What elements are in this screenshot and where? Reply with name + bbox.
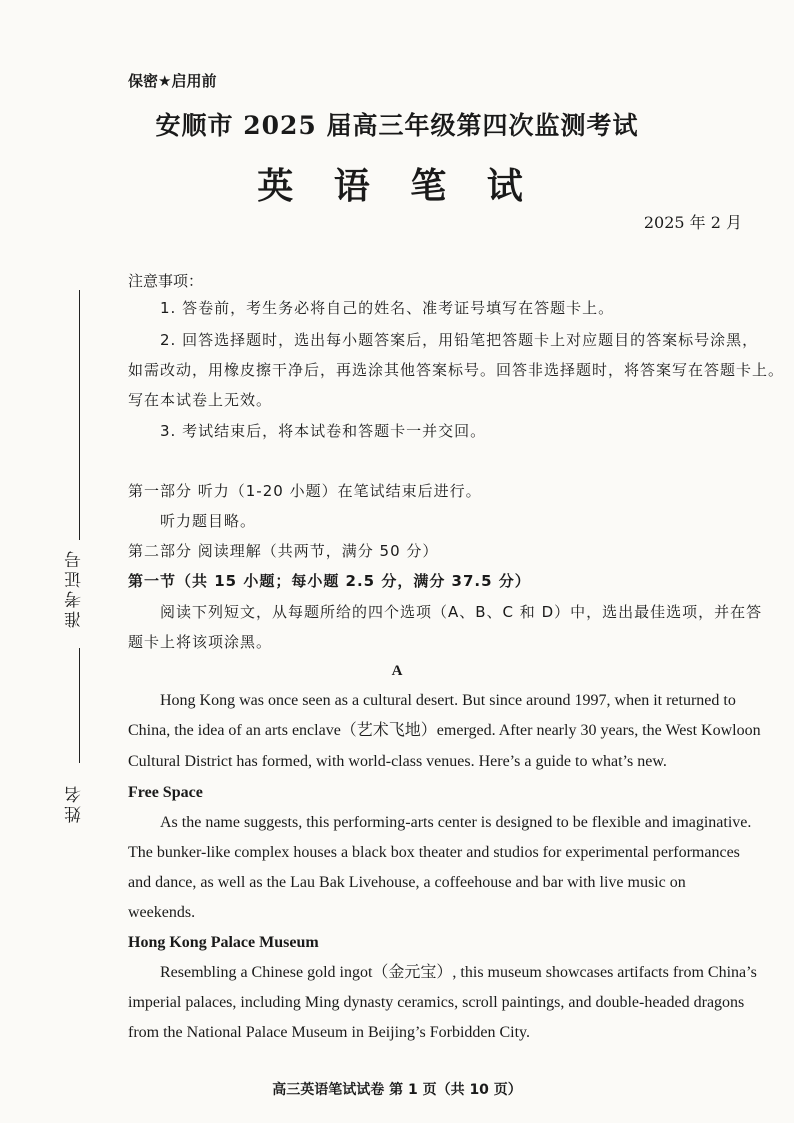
palace-museum-line-2: imperial palaces, including Ming dynasty ceramics, scroll paintings, and double-headed dragons <box>128 994 745 1011</box>
section-one-heading: 第一节（共 15 小题；每小题 2.5 分，满分 37.5 分） <box>128 572 531 590</box>
part-two-heading: 第二部分 阅读理解（共两节，满分 50 分） <box>128 542 439 560</box>
exam-number-label: 准考证号 <box>65 548 85 628</box>
page-footer: 高三英语笔试试卷 第 1 页（共 10 页） <box>272 1082 522 1098</box>
passage-intro-line-1: Hong Kong was once seen as a cultural desert. But since around 1997, when it returned to <box>160 692 736 709</box>
palace-museum-line-3: from the National Palace Museum in Beijing’s Forbidden City. <box>128 1024 531 1041</box>
free-space-line-2: The bunker-like complex houses a black box theater and studios for experimental performances <box>128 844 740 861</box>
exam-title: 安顺市 2025 届高三年级第四次监测考试 <box>155 111 639 140</box>
notice-heading: 注意事项： <box>128 272 204 290</box>
exam-date: 2025 年 2 月 <box>643 213 742 232</box>
binding-line-top <box>79 290 80 540</box>
free-space-line-3: and dance, as well as the Lau Bak Livehouse, a coffeehouse and bar with live music on <box>128 874 686 891</box>
passage-intro-line-3: Cultural District has formed, with world-class venues. Here’s a guide to what’s new. <box>128 753 667 770</box>
passage-intro-line-2: China, the idea of an arts enclave（艺术飞地）emerged. After nearly 30 years, the West Kowloon <box>128 722 761 739</box>
subject-title: 英 语 笔 试 <box>257 165 537 207</box>
notice-item-2-line-1: 2. 回答选择题时，选出每小题答案后，用铅笔把答题卡上对应题目的答案标号涂黑， <box>160 331 759 349</box>
confidential-mark: 保密★启用前 <box>128 72 217 90</box>
part-one-note: 听力题目略。 <box>160 512 257 530</box>
notice-item-3: 3. 考试结束后，将本试卷和答题卡一并交回。 <box>160 422 487 440</box>
palace-museum-line-1: Resembling a Chinese gold ingot（金元宝）, this museum showcases artifacts from China’s <box>160 964 757 981</box>
venue-heading-free-space: Free Space <box>128 784 203 801</box>
free-space-line-4: weekends. <box>128 904 196 921</box>
venue-heading-palace-museum: Hong Kong Palace Museum <box>128 934 319 951</box>
instruction-line-2: 题卡上将该项涂黑。 <box>128 633 273 651</box>
free-space-line-1: As the name suggests, this performing-arts center is designed to be flexible and imaginative. <box>160 814 752 831</box>
notice-item-2-line-2: 如需改动，用橡皮擦干净后，再选涂其他答案标号。回答非选择题时，将答案写在答题卡上。 <box>128 361 785 379</box>
passage-label: A <box>391 663 403 679</box>
notice-item-1: 1. 答卷前，考生务必将自己的姓名、准考证号填写在答题卡上。 <box>160 299 615 317</box>
instruction-line-1: 阅读下列短文，从每题所给的四个选项（A、B、C 和 D）中，选出最佳选项，并在答 <box>160 603 763 621</box>
part-one-heading: 第一部分 听力（1-20 小题）在笔试结束后进行。 <box>128 482 482 500</box>
notice-item-2-line-3: 写在本试卷上无效。 <box>128 391 273 409</box>
name-label: 姓名 <box>65 783 85 823</box>
